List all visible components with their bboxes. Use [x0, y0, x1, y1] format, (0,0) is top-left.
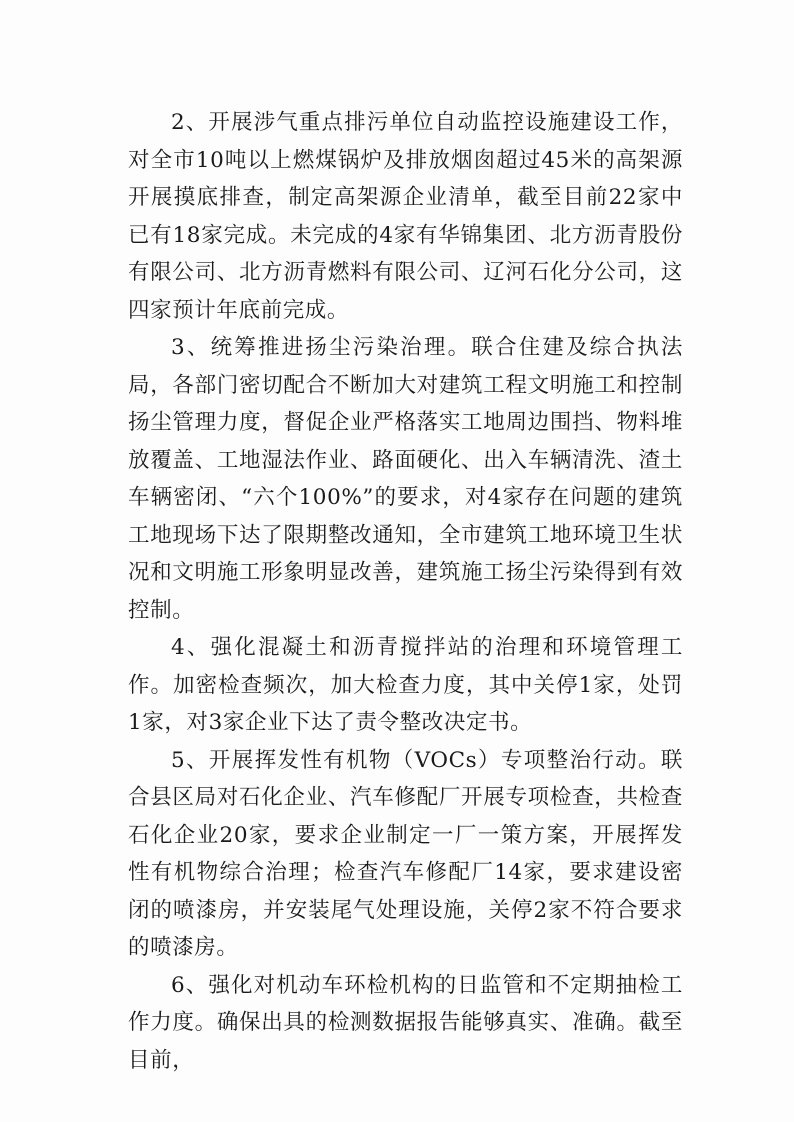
- document-body: [128, 104, 683, 1079]
- paragraph-item-4: 4、强化混凝土和沥青搅拌站的治理和环境管理工作。加密检查频次，加大检查力度，其中关停1家，处罚1家，对3家企业下达了责令整改决定书。: [128, 635, 683, 735]
- paragraph-item-6: 6、强化对机动车环检机构的日监管和不定期抽检工作力度。确保出具的检测数据报告能够真实、准确。截至目前，: [128, 972, 683, 1073]
- paragraph-item-2: 2、开展涉气重点排污单位自动监控设施建设工作，对全市10吨以上燃煤锅炉及排放烟囱超过45米的高架源开展摸底排查，制定高架源企业清单，截至目前22家中已有18家完成。未完成的4家有华锦集团、北方沥青股份有限公司、北方沥青燃料有限公司、辽河石化分公司，这四家预计年底前完成。: [128, 110, 683, 323]
- paragraph-item-3: 3、统筹推进扬尘污染治理。联合住建及综合执法局，各部门密切配合不断加大对建筑工程文明施工和控制扬尘管理力度，督促企业严格落实工地周边围挡、物料堆放覆盖、工地湿法作业、路面硬化、出入车辆清洗、渣土车辆密闭、“六个100%”的要求，对4家存在问题的建筑工地现场下达了限期整改通知，全市建筑工地环境卫生状况和文明施工形象明显改善，建筑施工扬尘污染得到有效控制。: [128, 335, 683, 623]
- paragraph-item-5: 5、开展挥发性有机物（VOCs）专项整治行动。联合县区局对石化企业、汽车修配厂开展专项检查，共检查石化企业20家，要求企业制定一厂一策方案，开展挥发性有机物综合治理；检查汽车修配厂14家，要求建设密闭的喷漆房，并安装尾气处理设施，关停2家不符合要求的喷漆房。: [128, 747, 683, 960]
